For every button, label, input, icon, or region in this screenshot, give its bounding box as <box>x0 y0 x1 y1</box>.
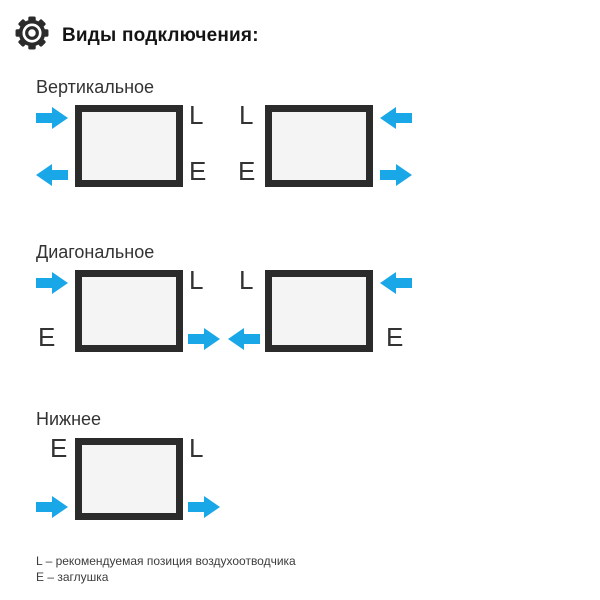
section-title-diagonal: Диагональное <box>36 242 155 262</box>
section-title-vertical: Вертикальное <box>36 77 155 97</box>
plug-label: E <box>50 433 68 463</box>
radiator-box <box>265 105 373 187</box>
flow-arrow-out <box>380 164 412 186</box>
flow-arrow-out <box>188 328 220 350</box>
flow-arrow-in <box>36 272 68 294</box>
radiator-box <box>265 270 373 352</box>
radiator-box <box>75 105 183 187</box>
air-vent-label: L <box>189 433 204 463</box>
plug-label: E <box>38 322 56 352</box>
plug-label: E <box>189 156 207 186</box>
air-vent-label: L <box>239 265 254 295</box>
air-vent-label: L <box>239 100 254 130</box>
radiator-box <box>75 270 183 352</box>
plug-label: E <box>238 156 256 186</box>
air-vent-label: L <box>189 100 204 130</box>
radiator-box <box>75 438 183 520</box>
flow-arrow-in <box>380 107 412 129</box>
flow-arrow-in <box>36 107 68 129</box>
flow-arrow-in <box>36 496 68 518</box>
air-vent-label: L <box>189 265 204 295</box>
flow-arrow-out <box>36 164 68 186</box>
legend-line-plug: E – заглушка <box>36 570 109 584</box>
legend-line-air-vent: L – рекомендуемая позиция воздухоотводчика <box>36 554 296 568</box>
gear-icon <box>15 16 49 50</box>
plug-label: E <box>386 322 404 352</box>
flow-arrow-out <box>228 328 260 350</box>
page-title: Виды подключения: <box>62 25 259 46</box>
flow-arrow-in <box>380 272 412 294</box>
section-title-bottom: Нижнее <box>36 409 102 429</box>
flow-arrow-out <box>188 496 220 518</box>
